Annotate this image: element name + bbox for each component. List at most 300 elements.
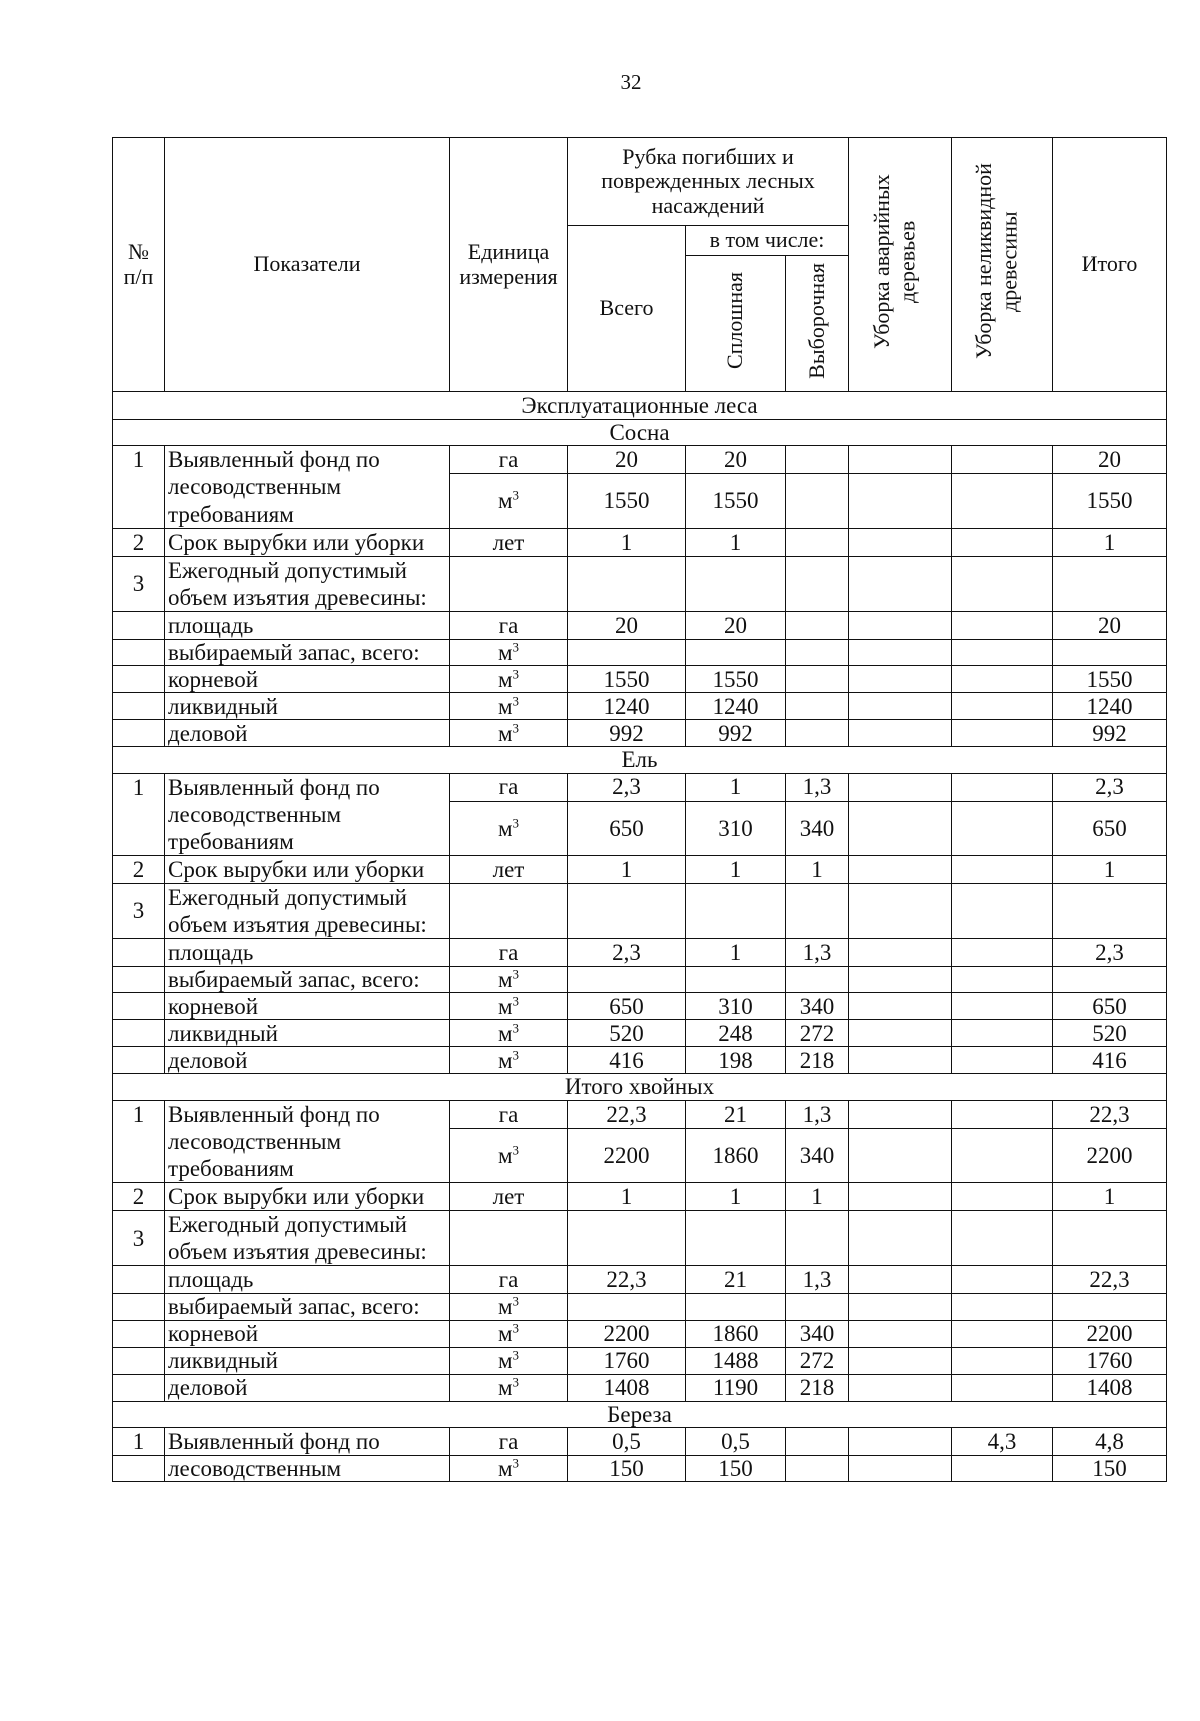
value-cell: [952, 1294, 1053, 1320]
unit-cell: $м^3$: [450, 639, 568, 665]
value-cell: [952, 1374, 1053, 1401]
unit-cell: лет: [450, 1183, 568, 1211]
col-total-header: Итого: [1053, 138, 1167, 392]
value-cell: 198: [686, 1047, 786, 1074]
value-cell: [952, 720, 1053, 747]
col-clear-cut-header: Сплошная: [686, 256, 786, 392]
row-number: [113, 1020, 165, 1047]
unit-exponent: 3: [512, 1020, 520, 1036]
row-number: [113, 720, 165, 747]
value-cell: [849, 855, 952, 883]
value-cell: 340: [786, 1320, 849, 1347]
col-emergency-header: Уборка аварийных деревьев: [849, 138, 952, 392]
value-cell: [786, 1211, 849, 1266]
row-label: Ежегодный допустимый объем изъятия древесины:: [165, 1211, 450, 1266]
table-row: [113, 720, 1167, 747]
value-cell: 21: [686, 1100, 786, 1128]
unit-cell: $м^3$: [450, 474, 568, 528]
row-label: ликвидный: [165, 1020, 450, 1047]
row-label: корневой: [165, 666, 450, 693]
table-row: [113, 1183, 1167, 1211]
value-cell: 1: [686, 528, 786, 556]
value-cell: [686, 883, 786, 938]
value-cell: [686, 639, 786, 665]
value-cell: [849, 1266, 952, 1294]
table-row: [113, 855, 1167, 883]
value-cell: 650: [568, 801, 686, 855]
row-label: Ежегодный допустимый объем изъятия древесины:: [165, 556, 450, 611]
row-label: Выявленный фонд по лесоводственным требованиям: [165, 446, 450, 528]
unit-exponent: 3: [512, 1047, 520, 1063]
table-row: [113, 883, 1167, 938]
row-number: [113, 639, 165, 665]
unit-exponent: 3: [512, 993, 520, 1009]
unit-cell: $м^3$: [450, 720, 568, 747]
unit-exponent: 3: [512, 1455, 520, 1471]
unit-cell: га: [450, 1427, 568, 1455]
value-cell: 272: [786, 1347, 849, 1374]
value-cell: 1240: [686, 693, 786, 720]
unit-cell: га: [450, 773, 568, 801]
col-indicators-header: Показатели: [165, 138, 450, 392]
value-cell: 2,3: [1053, 773, 1167, 801]
value-cell: 1550: [1053, 666, 1167, 693]
value-cell: [952, 773, 1053, 801]
table-row: [113, 528, 1167, 556]
value-cell: 2,3: [568, 939, 686, 967]
value-cell: 1760: [568, 1347, 686, 1374]
row-label: Выявленный фонд по лесоводственным требованиям: [165, 1100, 450, 1182]
value-cell: [450, 883, 568, 938]
value-cell: [849, 611, 952, 639]
unit-cell: $м^3$: [450, 666, 568, 693]
unit-exponent: 3: [512, 692, 520, 708]
table-row: [113, 556, 1167, 611]
value-cell: [849, 883, 952, 938]
table-row: [113, 1100, 1167, 1128]
value-cell: [952, 855, 1053, 883]
unit-cell: $м^3$: [450, 1320, 568, 1347]
unit-cell: $м^3$: [450, 1374, 568, 1401]
row-label: корневой: [165, 993, 450, 1020]
row-number: 3: [113, 883, 165, 938]
value-cell: [952, 1020, 1053, 1047]
value-cell: 150: [686, 1455, 786, 1481]
value-cell: [849, 720, 952, 747]
value-cell: [849, 1183, 952, 1211]
value-cell: 2200: [1053, 1128, 1167, 1182]
value-cell: 1: [1053, 528, 1167, 556]
forest-cutting-table: [112, 137, 1167, 1482]
table-row: [113, 1020, 1167, 1047]
group-title: Сосна: [113, 420, 1167, 446]
group-row: [113, 747, 1167, 773]
value-cell: 272: [786, 1020, 849, 1047]
table-row: [113, 967, 1167, 993]
value-cell: 21: [686, 1266, 786, 1294]
value-cell: 1: [686, 939, 786, 967]
row-number: [113, 1128, 165, 1182]
value-cell: 1550: [568, 666, 686, 693]
row-number: 2: [113, 528, 165, 556]
value-cell: [849, 556, 952, 611]
value-cell: [450, 1211, 568, 1266]
unit-cell: га: [450, 939, 568, 967]
value-cell: 22,3: [1053, 1266, 1167, 1294]
value-cell: [1053, 556, 1167, 611]
value-cell: [952, 939, 1053, 967]
value-cell: [952, 1320, 1053, 1347]
row-number: [113, 967, 165, 993]
value-cell: 992: [568, 720, 686, 747]
value-cell: 22,3: [1053, 1100, 1167, 1128]
value-cell: [849, 1047, 952, 1074]
unit-exponent: 3: [512, 966, 520, 982]
row-label: Ежегодный допустимый объем изъятия древесины:: [165, 883, 450, 938]
table-row: [113, 1320, 1167, 1347]
table-row: [113, 693, 1167, 720]
value-cell: 340: [786, 801, 849, 855]
row-number: 2: [113, 1183, 165, 1211]
col-num-header: № п/п: [113, 138, 165, 392]
value-cell: [849, 1211, 952, 1266]
value-cell: 1860: [686, 1128, 786, 1182]
value-cell: [786, 556, 849, 611]
value-cell: [568, 883, 686, 938]
value-cell: [952, 1128, 1053, 1182]
value-cell: [1053, 883, 1167, 938]
row-number: [113, 666, 165, 693]
unit-exponent: 3: [512, 1142, 520, 1158]
row-number: [113, 693, 165, 720]
row-label: Срок вырубки или уборки: [165, 1183, 450, 1211]
row-number: 3: [113, 1211, 165, 1266]
row-label: деловой: [165, 720, 450, 747]
row-number: 1: [113, 1100, 165, 1128]
table-row: [113, 773, 1167, 801]
unit-cell: лет: [450, 855, 568, 883]
value-cell: [786, 967, 849, 993]
row-number: [113, 474, 165, 528]
value-cell: [952, 611, 1053, 639]
value-cell: 1860: [686, 1320, 786, 1347]
value-cell: 520: [568, 1020, 686, 1047]
unit-cell: $м^3$: [450, 1047, 568, 1074]
unit-exponent: 3: [512, 665, 520, 681]
group-title: Ель: [113, 747, 1167, 773]
row-label: деловой: [165, 1047, 450, 1074]
unit-exponent: 3: [512, 1320, 520, 1336]
value-cell: [952, 693, 1053, 720]
unit-cell: $м^3$: [450, 1294, 568, 1320]
value-cell: [849, 1347, 952, 1374]
value-cell: [849, 801, 952, 855]
value-cell: 1: [686, 773, 786, 801]
value-cell: [849, 446, 952, 474]
value-cell: [952, 446, 1053, 474]
row-number: [113, 1047, 165, 1074]
unit-exponent: 3: [512, 814, 520, 830]
value-cell: [952, 1211, 1053, 1266]
value-cell: [952, 967, 1053, 993]
value-cell: [952, 666, 1053, 693]
value-cell: 1240: [1053, 693, 1167, 720]
value-cell: 20: [568, 446, 686, 474]
value-cell: [849, 474, 952, 528]
value-cell: [786, 446, 849, 474]
unit-exponent: 3: [512, 719, 520, 735]
group-title: Итого хвойных: [113, 1074, 1167, 1100]
value-cell: 1: [686, 855, 786, 883]
value-cell: [1053, 967, 1167, 993]
value-cell: [952, 1347, 1053, 1374]
value-cell: [568, 1294, 686, 1320]
unit-cell: га: [450, 1266, 568, 1294]
value-cell: [952, 639, 1053, 665]
value-cell: 20: [568, 611, 686, 639]
value-cell: [686, 967, 786, 993]
unit-exponent: 3: [512, 1347, 520, 1363]
value-cell: 22,3: [568, 1266, 686, 1294]
value-cell: 992: [1053, 720, 1167, 747]
value-cell: [952, 993, 1053, 1020]
value-cell: 310: [686, 993, 786, 1020]
col-group-header: Рубка погибших и поврежденных лесных насаждений: [568, 138, 849, 226]
value-cell: 2200: [1053, 1320, 1167, 1347]
table-row: [113, 993, 1167, 1020]
unit-cell: $м^3$: [450, 693, 568, 720]
value-cell: [849, 1020, 952, 1047]
value-cell: 416: [1053, 1047, 1167, 1074]
table-row: [113, 1347, 1167, 1374]
value-cell: [952, 528, 1053, 556]
value-cell: 1408: [568, 1374, 686, 1401]
value-cell: 1550: [568, 474, 686, 528]
value-cell: [686, 1211, 786, 1266]
value-cell: [952, 556, 1053, 611]
table-row: [113, 1047, 1167, 1074]
row-number: [113, 1455, 165, 1481]
value-cell: [952, 801, 1053, 855]
value-cell: [450, 556, 568, 611]
value-cell: 1,3: [786, 1266, 849, 1294]
value-cell: 1408: [1053, 1374, 1167, 1401]
value-cell: 1760: [1053, 1347, 1167, 1374]
row-number: 3: [113, 556, 165, 611]
value-cell: 416: [568, 1047, 686, 1074]
row-label: Выявленный фонд по лесоводственным требованиям: [165, 773, 450, 855]
value-cell: [1053, 639, 1167, 665]
value-cell: [952, 1183, 1053, 1211]
value-cell: [849, 639, 952, 665]
value-cell: [952, 1266, 1053, 1294]
col-illiquid-header: Уборка неликвидной древесины: [952, 138, 1053, 392]
value-cell: 1550: [686, 474, 786, 528]
unit-cell: $м^3$: [450, 1020, 568, 1047]
value-cell: [849, 1374, 952, 1401]
unit-cell: $м^3$: [450, 993, 568, 1020]
table-row: [113, 639, 1167, 665]
table-row: [113, 1294, 1167, 1320]
row-label: ликвидный: [165, 693, 450, 720]
value-cell: 992: [686, 720, 786, 747]
value-cell: [849, 1100, 952, 1128]
value-cell: 1550: [1053, 474, 1167, 528]
value-cell: [786, 1427, 849, 1455]
value-cell: 1,3: [786, 1100, 849, 1128]
unit-cell: $м^3$: [450, 1455, 568, 1481]
row-number: [113, 1347, 165, 1374]
value-cell: 218: [786, 1047, 849, 1074]
value-cell: 1: [568, 855, 686, 883]
value-cell: 1: [568, 1183, 686, 1211]
unit-cell: $м^3$: [450, 1347, 568, 1374]
page-number: 32: [620, 70, 642, 94]
value-cell: 2200: [568, 1320, 686, 1347]
row-number: [113, 993, 165, 1020]
value-cell: [849, 693, 952, 720]
table-row: [113, 1374, 1167, 1401]
value-cell: 340: [786, 993, 849, 1020]
value-cell: [849, 1455, 952, 1481]
col-all-header: Всего: [568, 226, 686, 392]
value-cell: 650: [568, 993, 686, 1020]
row-label: площадь: [165, 1266, 450, 1294]
value-cell: [786, 474, 849, 528]
value-cell: 650: [1053, 993, 1167, 1020]
value-cell: 0,5: [686, 1427, 786, 1455]
table-row: [113, 666, 1167, 693]
value-cell: [786, 720, 849, 747]
col-selective-header: Выборочная: [786, 256, 849, 392]
value-cell: [786, 528, 849, 556]
table-row: [113, 611, 1167, 639]
table-row: [113, 1211, 1167, 1266]
value-cell: [849, 1320, 952, 1347]
value-cell: 218: [786, 1374, 849, 1401]
group-row: [113, 420, 1167, 446]
row-label: корневой: [165, 1320, 450, 1347]
value-cell: [849, 1294, 952, 1320]
value-cell: [786, 1455, 849, 1481]
value-cell: [849, 666, 952, 693]
row-label: выбираемый запас, всего:: [165, 967, 450, 993]
row-label: лесоводственным: [165, 1455, 450, 1481]
value-cell: 650: [1053, 801, 1167, 855]
value-cell: 1: [786, 855, 849, 883]
group-title: Береза: [113, 1401, 1167, 1427]
value-cell: [786, 639, 849, 665]
value-cell: [952, 1100, 1053, 1128]
value-cell: 1550: [686, 666, 786, 693]
value-cell: 4,8: [1053, 1427, 1167, 1455]
value-cell: 22,3: [568, 1100, 686, 1128]
unit-cell: $м^3$: [450, 801, 568, 855]
value-cell: 1: [686, 1183, 786, 1211]
row-number: [113, 1294, 165, 1320]
value-cell: 2,3: [568, 773, 686, 801]
row-number: 1: [113, 1427, 165, 1455]
value-cell: [849, 1128, 952, 1182]
value-cell: 340: [786, 1128, 849, 1182]
value-cell: [786, 666, 849, 693]
value-cell: [686, 1294, 786, 1320]
col-including-header: в том числе:: [686, 226, 849, 256]
value-cell: [849, 939, 952, 967]
unit-exponent: 3: [512, 1374, 520, 1390]
value-cell: 150: [1053, 1455, 1167, 1481]
value-cell: 1190: [686, 1374, 786, 1401]
value-cell: [1053, 1294, 1167, 1320]
unit-cell: лет: [450, 528, 568, 556]
group-row: [113, 1401, 1167, 1427]
value-cell: [952, 1455, 1053, 1481]
table-row: [113, 446, 1167, 474]
row-label: выбираемый запас, всего:: [165, 1294, 450, 1320]
value-cell: 1: [1053, 1183, 1167, 1211]
value-cell: [568, 556, 686, 611]
row-number: 1: [113, 773, 165, 801]
row-number: 2: [113, 855, 165, 883]
row-number: 1: [113, 446, 165, 474]
value-cell: [952, 1047, 1053, 1074]
row-label: деловой: [165, 1374, 450, 1401]
value-cell: 20: [1053, 611, 1167, 639]
value-cell: [786, 611, 849, 639]
value-cell: 1: [1053, 855, 1167, 883]
value-cell: [786, 693, 849, 720]
value-cell: 4,3: [952, 1427, 1053, 1455]
row-number: [113, 1320, 165, 1347]
row-label: площадь: [165, 939, 450, 967]
row-label: ликвидный: [165, 1347, 450, 1374]
row-number: [113, 611, 165, 639]
value-cell: 1240: [568, 693, 686, 720]
value-cell: 0,5: [568, 1427, 686, 1455]
row-number: [113, 1266, 165, 1294]
value-cell: 2,3: [1053, 939, 1167, 967]
table-body: [113, 392, 1167, 1482]
value-cell: [786, 883, 849, 938]
unit-cell: га: [450, 1100, 568, 1128]
value-cell: 20: [1053, 446, 1167, 474]
value-cell: [849, 967, 952, 993]
value-cell: 150: [568, 1455, 686, 1481]
unit-cell: га: [450, 446, 568, 474]
unit-cell: га: [450, 611, 568, 639]
group-row: [113, 1074, 1167, 1100]
unit-exponent: 3: [512, 639, 520, 655]
value-cell: [849, 993, 952, 1020]
value-cell: [1053, 1211, 1167, 1266]
table-row: [113, 1455, 1167, 1481]
row-label: Срок вырубки или уборки: [165, 855, 450, 883]
value-cell: 1,3: [786, 939, 849, 967]
value-cell: [786, 1294, 849, 1320]
value-cell: 310: [686, 801, 786, 855]
value-cell: 1: [786, 1183, 849, 1211]
section-title: Эксплуатационные леса: [113, 392, 1167, 420]
value-cell: 20: [686, 611, 786, 639]
row-label: выбираемый запас, всего:: [165, 639, 450, 665]
table-row: [113, 1427, 1167, 1455]
value-cell: 248: [686, 1020, 786, 1047]
row-label: Выявленный фонд по: [165, 1427, 450, 1455]
row-number: [113, 939, 165, 967]
value-cell: 1: [568, 528, 686, 556]
table-row: [113, 939, 1167, 967]
row-label: Срок вырубки или уборки: [165, 528, 450, 556]
